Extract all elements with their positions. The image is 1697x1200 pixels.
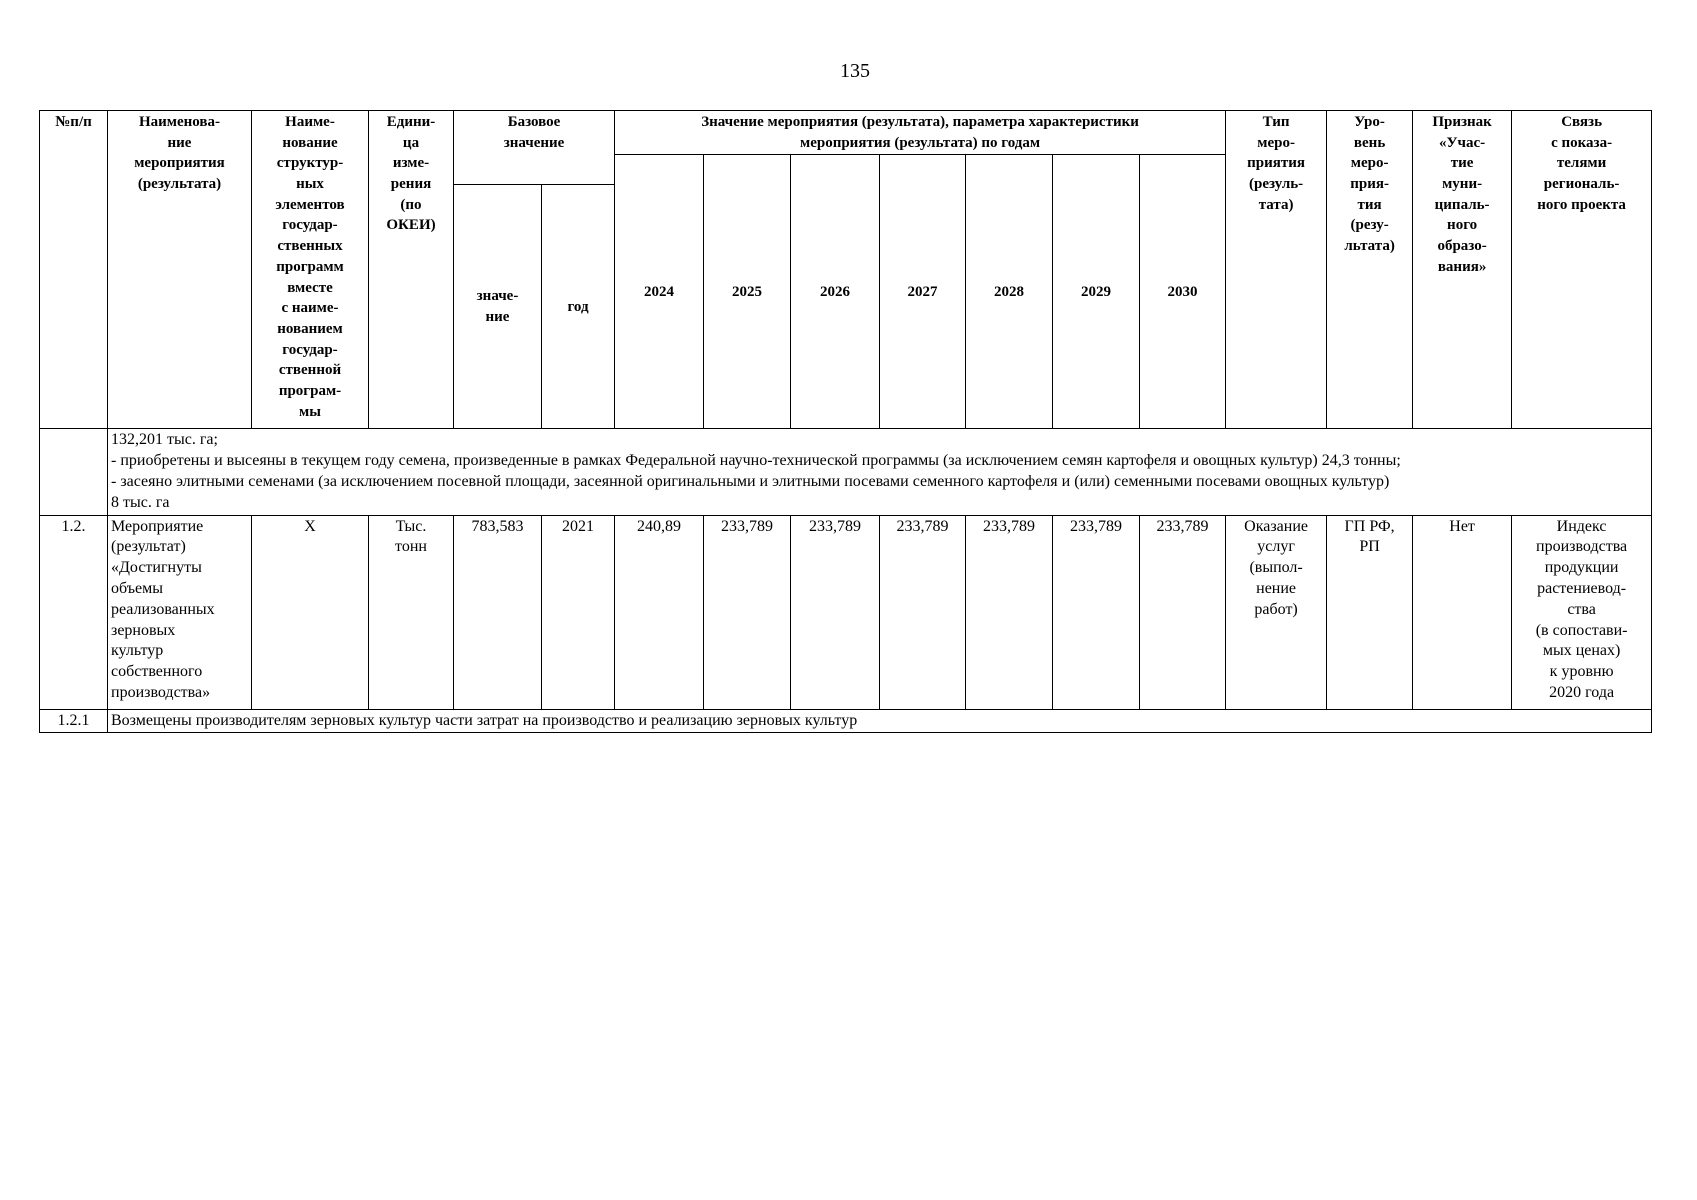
- table-row-1-2: [40, 515, 1652, 709]
- row-base-year: 2021: [542, 515, 615, 709]
- header-unit: Едини- ца изме- рения (по ОКЕИ): [369, 111, 454, 429]
- row-value-2026: 233,789: [791, 515, 880, 709]
- row-value-2029: 233,789: [1053, 515, 1140, 709]
- header-year-2027: 2027: [880, 155, 966, 429]
- row-link: Индекс производства продукции растениевод- ства (в сопостави- мых ценах) к уровню 2020 года: [1512, 515, 1652, 709]
- continuation-line: 8 тыс. га: [111, 493, 170, 511]
- row-structural: Х: [252, 515, 369, 709]
- continuation-line: - засеяно элитными семенами (за исключением посевной площади, засеянной оригинальными и элитными посевами семенного картофеля и (или) семенными посевами овощных культур): [111, 472, 1390, 490]
- header-base-year: год: [542, 185, 615, 429]
- header-year-2024: 2024: [615, 155, 704, 429]
- row-base-value: 783,583: [454, 515, 542, 709]
- header-year-2028: 2028: [966, 155, 1053, 429]
- header-year-2026: 2026: [791, 155, 880, 429]
- header-type: Тип меро- приятия (резуль- тата): [1226, 111, 1327, 429]
- header-link: Связь с показа- телями региональ- ного проекта: [1512, 111, 1652, 429]
- row-num: 1.2.: [40, 515, 108, 709]
- row-type: Оказание услуг (выпол- нение работ): [1226, 515, 1327, 709]
- header-num: №п/п: [40, 111, 108, 429]
- results-table: [39, 110, 1652, 733]
- header-base-value: значе- ние: [454, 185, 542, 429]
- continuation-line: - приобретены и высеяны в текущем году семена, произведенные в рамках Федеральной научно-технической программы (за исключением семян картофеля и овощных культур) 24,3 тонны;: [111, 452, 1401, 470]
- header-structural-elements: Наиме- нование структур- ных элементов государ- ственных программ вместе с наиме- нованием государ- ственной програм- мы: [252, 111, 369, 429]
- row-text: Возмещены производителям зерновых культур части затрат на производство и реализацию зерновых культур: [108, 709, 1652, 733]
- header-year-2029: 2029: [1053, 155, 1140, 429]
- header-name: Наименова- ние мероприятия (результата): [108, 111, 252, 429]
- continuation-num-cell: [40, 429, 108, 515]
- row-num: 1.2.1: [40, 709, 108, 733]
- row-municipal: Нет: [1413, 515, 1512, 709]
- row-level: ГП РФ, РП: [1327, 515, 1413, 709]
- header-year-2025: 2025: [704, 155, 791, 429]
- header-base: Базовое значение: [454, 111, 615, 185]
- header-year-2030: 2030: [1140, 155, 1226, 429]
- row-name: Мероприятие (результат) «Достигнуты объемы реализованных зерновых культур собственного производства»: [108, 515, 252, 709]
- row-value-2024: 240,89: [615, 515, 704, 709]
- continuation-text: [108, 429, 1652, 515]
- row-value-2028: 233,789: [966, 515, 1053, 709]
- row-value-2027: 233,789: [880, 515, 966, 709]
- header-municipal: Признак «Учас- тие муни- ципаль- ного образо- вания»: [1413, 111, 1512, 429]
- header-values-by-year: Значение мероприятия (результата), параметра характеристики мероприятия (результата) по годам: [615, 111, 1226, 155]
- table-row-1-2-1: [40, 709, 1652, 733]
- row-unit: Тыс. тонн: [369, 515, 454, 709]
- page-number: 135: [840, 60, 870, 82]
- row-value-2025: 233,789: [704, 515, 791, 709]
- continuation-line: 132,201 тыс. га;: [111, 431, 218, 449]
- row-value-2030: 233,789: [1140, 515, 1226, 709]
- header-level: Уро- вень меро- прия- тия (резу- льтата): [1327, 111, 1413, 429]
